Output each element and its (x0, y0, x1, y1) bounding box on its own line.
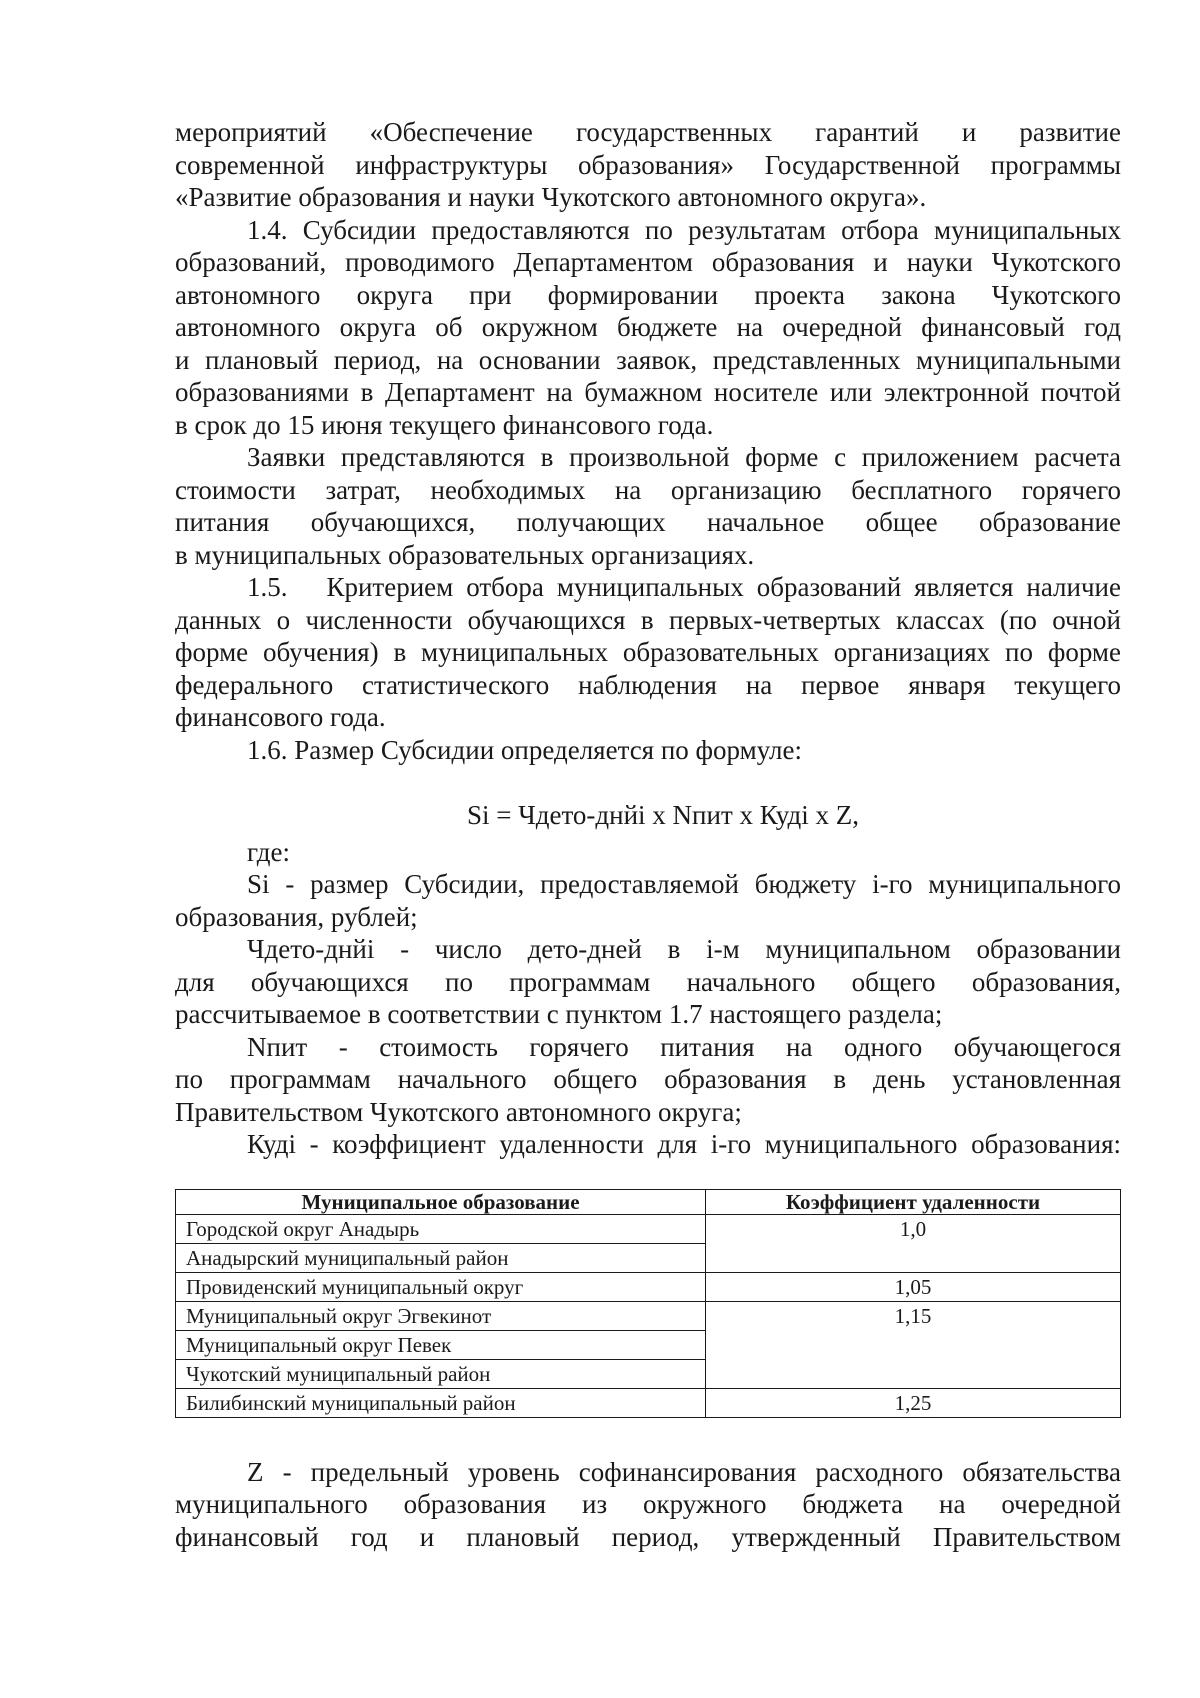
text-line: Nпит - стоимость горячего питания на одного обучающегося (247, 1031, 1121, 1062)
definition-si (175, 868, 1121, 933)
text-line: федерального статистического наблюдения на первое января текущего (175, 669, 1121, 700)
table-row (176, 1301, 1121, 1330)
municipality-cell: Муниципальный округ Певек (176, 1330, 706, 1359)
municipality-cell: Чукотский муниципальный район (176, 1359, 706, 1388)
text-line: мероприятий «Обеспечение государственных гарантий и развитие (175, 117, 1121, 147)
column-header-municipality: Муниципальное образование (176, 1189, 706, 1214)
text-line: финансовый год и плановый период, утвержденный Правительством (175, 1521, 1121, 1552)
text-line: стоимости затрат, необходимых на организацию бесплатного горячего (175, 474, 1121, 505)
paragraph-applications (175, 441, 1121, 571)
text-line: форме обучения) в муниципальных образовательных организациях по форме (175, 637, 1121, 667)
remoteness-coefficient-table (175, 1189, 1121, 1418)
paragraph-program-continuation (175, 116, 1121, 214)
paragraph-z-definition (175, 1456, 1121, 1554)
paragraph-1-5 (175, 571, 1121, 734)
municipality-cell: Муниципальный округ Эгвекинот (176, 1301, 706, 1330)
table-row (176, 1388, 1121, 1417)
text-line: и плановый период, на основании заявок, представленных муниципальными (175, 344, 1121, 375)
text-line: 1.6. Размер Субсидии определяется по формуле: (247, 734, 802, 765)
municipality-cell: Билибинский муниципальный район (176, 1388, 706, 1417)
text-line: Кудi - коэффициент удаленности для i-го муниципального образования: (247, 1129, 1121, 1159)
text-line: муниципального образования из окружного бюджета на очередной (175, 1489, 1121, 1519)
text-line: для обучающихся по программам начального общего образования, (175, 966, 1121, 997)
text-line: автономного округа об окружном бюджете на очередной финансовый год (175, 312, 1121, 342)
table-row (176, 1214, 1121, 1243)
definition-kud (175, 1128, 1121, 1161)
text-line: образований, проводимого Департаментом образования и науки Чукотского (175, 247, 1121, 277)
coefficient-cell: 1,0 (706, 1214, 1121, 1272)
column-header-coefficient: Коэффициент удаленности (706, 1189, 1121, 1214)
text-line: «Развитие образования и науки Чукотского автономного округа». (175, 182, 927, 212)
coefficient-cell: 1,05 (706, 1272, 1121, 1301)
text-line: данных о численности обучающихся в первых-четвертых классах (по очной (175, 604, 1121, 635)
text-line: питания обучающихся, получающих начальное общее образование (175, 507, 1121, 537)
text-line: в срок до 15 июня текущего финансового года. (175, 409, 714, 440)
document-page (175, 116, 1121, 1553)
municipality-cell: Провиденский муниципальный округ (176, 1272, 706, 1301)
text-line: Si - размер Субсидии, предоставляемой бюджету i-го муниципального (247, 869, 1121, 899)
text-line: финансового года. (175, 702, 386, 732)
coefficient-cell: 1,25 (706, 1388, 1121, 1417)
text-line: в муниципальных образовательных организациях. (175, 539, 755, 570)
text-line: 1.4. Субсидии предоставляются по результатам отбора муниципальных (247, 214, 1121, 245)
text-line: образованиями в Департамент на бумажном носителе или электронной почтой (175, 377, 1121, 407)
paragraph-1-6 (175, 734, 1121, 767)
municipality-cell: Городской округ Анадырь (176, 1214, 706, 1243)
definition-child-days (175, 933, 1121, 1031)
text-line: Z - предельный уровень софинансирования расходного обязательства (247, 1456, 1121, 1487)
where-label: где: (247, 836, 290, 867)
table-header-row (176, 1189, 1121, 1214)
text-line: 1.5. Критерием отбора муниципальных образований является наличие (247, 572, 1121, 602)
subsidy-formula: Si = Чдето-днйi x Nпит x Кудi x Z, (466, 800, 860, 830)
text-line: Чдето-днйi - число дето-дней в i-м муниципальном образовании (247, 934, 1121, 964)
text-line: современной инфраструктуры образования» Государственной программы (175, 149, 1121, 180)
table-row (176, 1272, 1121, 1301)
text-line: образования, рублей; (175, 901, 418, 932)
text-line: по программам начального общего образования в день установленная (175, 1064, 1121, 1094)
paragraph-1-4 (175, 214, 1121, 442)
text-line: Заявки представляются в произвольной форме с приложением расчета (247, 442, 1121, 472)
definition-npit (175, 1031, 1121, 1129)
text-line: автономного округа при формировании проекта закона Чукотского (175, 279, 1121, 310)
text-line: рассчитываемое в соответствии с пунктом 1.7 настоящего раздела; (175, 999, 943, 1029)
municipality-cell: Анадырский муниципальный район (176, 1243, 706, 1272)
text-line: Правительством Чукотского автономного округа; (175, 1096, 742, 1127)
coefficient-cell: 1,15 (706, 1301, 1121, 1388)
